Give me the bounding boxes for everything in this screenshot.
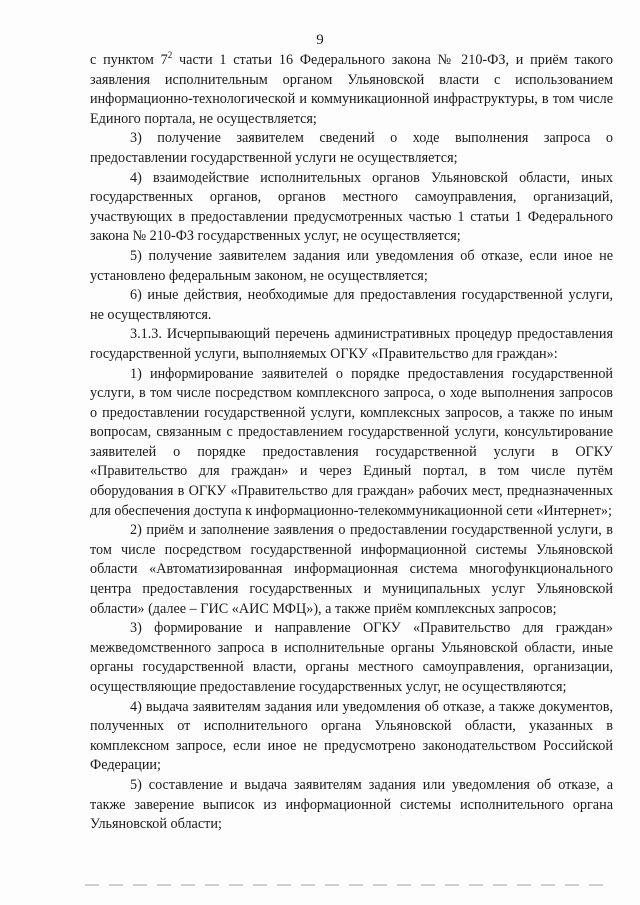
superscript: 2 <box>167 50 173 60</box>
section-3-1-3: 3.1.3. Исчерпывающий перечень административных процедур предоставления государственной услуги, выполняемых ОГКУ «Правительство для граждан»: <box>90 326 613 362</box>
paragraph-procedure-5: 5) составление и выдача заявителям задания или уведомления об отказе, а также заверение выписок из информационной системы исполнительного органа Ульяновской области; <box>90 776 613 833</box>
paragraph-item-5: 5) получение заявителем задания или уведомления об отказе, если иное не установлено федеральным законом, не осуществляется; <box>90 247 613 284</box>
paragraph-text: с пунктом 7 <box>90 52 168 68</box>
document-body <box>90 51 613 835</box>
paragraph-procedure-3: 3) формирование и направление ОГКУ «Правительство для граждан» межведомственного запроса в исполнительные органы Ульяновской области, иные органы государственной власти, органы местного самоуправления, организации, осуществляющие предоставление государственных услуг, не осуществляются; <box>90 620 613 695</box>
scan-edge-artifact <box>85 884 605 886</box>
paragraph-item-3: 3) получение заявителем сведений о ходе выполнения запроса о предоставлении государственной услуги не осуществляется; <box>90 130 613 166</box>
paragraph-text: части 1 статьи 16 Федерального закона № 210-ФЗ, и приём такого заявления исполнительным органом Ульяновской власти с использованием информационно-технологической и коммуникационной инфраструктуры, в том числе Единого портала, не осуществляется; <box>90 52 613 127</box>
paragraph-item-4: 4) взаимодействие исполнительных органов Ульяновской области, иных государственных органов, органов местного самоуправления, организаций, участвующих в предоставлении предусмотренных частью 1 статьи 1 Федерального закона № 210-ФЗ государственных услуг, не осуществляется; <box>90 169 613 245</box>
paragraph-item-6: 6) иные действия, необходимые для предоставления государственной услуги, не осуществляются. <box>90 287 613 323</box>
paragraph-procedure-2: 2) приём и заполнение заявления о предоставлении государственной услуги, в том числе посредством государственной информационной системы Ульяновской области «Автоматизированная информационная система многофункционального центра предоставления государственных и муниципальных услуг Ульяновской области» (далее – ГИС «АИС МФЦ»), а также приём комплексных запросов; <box>90 522 613 617</box>
paragraph-procedure-1: 1) информирование заявителей о порядке предоставления государственной услуги, в том числе посредством комплексного запроса, о ходе выполнения запросов о предоставлении государственной услуги, комплексных запросов, а также по иным вопросам, связанным с предоставлением государственной услуги, консультирование заявителей о порядке предоставления государственной услуги в ОГКУ «Правительство для граждан» и через Единый портал, в том числе путём оборудования в ОГКУ «Правительство для граждан» рабочих мест, предназначенных для обеспечения доступа к информационно-телекоммуникационной сети «Интернет»; <box>90 365 613 519</box>
paragraph-procedure-4: 4) выдача заявителям задания или уведомления об отказе, а также документов, полученных от исполнительного органа Ульяновской области, указанных в комплексном запросе, если иное не предусмотрено законодательством Российской Федерации; <box>90 698 613 774</box>
paragraph-continuation <box>90 51 613 129</box>
page-number: 9 <box>316 32 324 48</box>
